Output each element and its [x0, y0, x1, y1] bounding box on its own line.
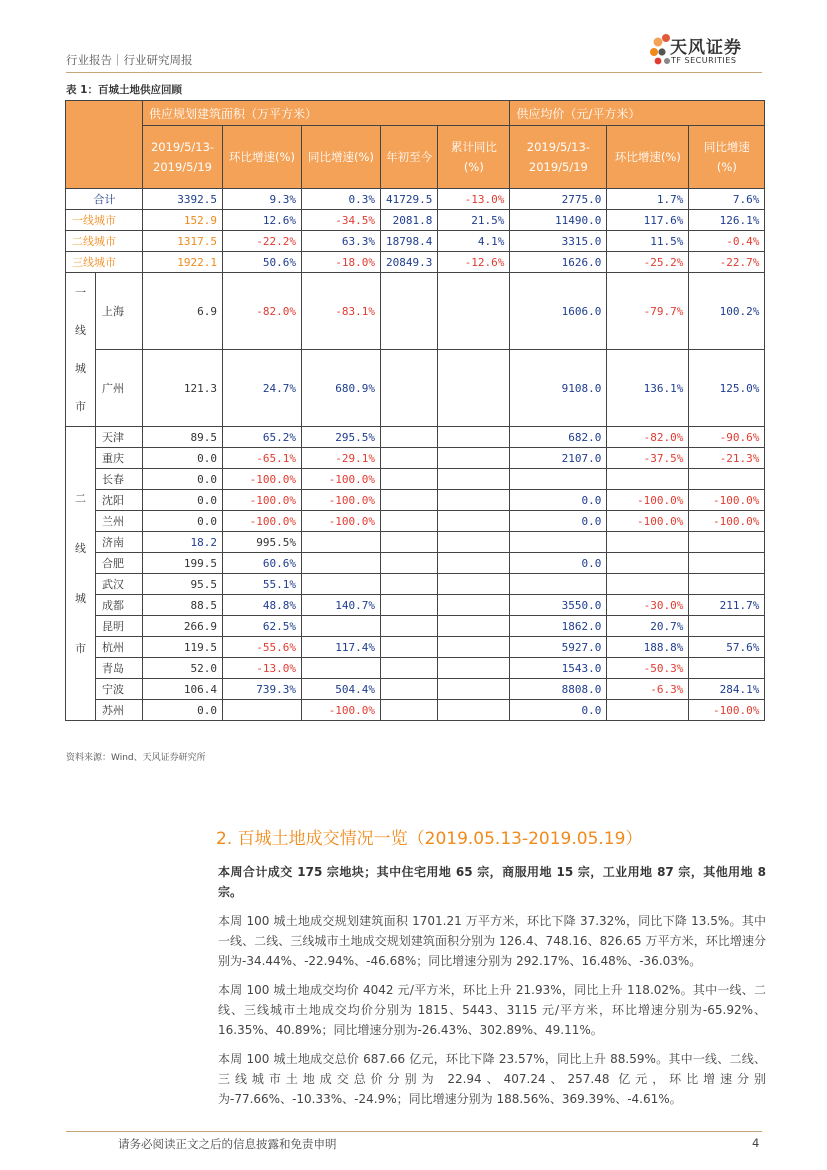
col-header: 同比增速(%) [302, 126, 381, 189]
footer-rule [66, 1131, 762, 1132]
table-row: 兰州 0.0 -100.0% -100.0% 0.0 -100.0% -100.0% [66, 511, 765, 532]
table-row-tier3: 三线城市 1922.1 50.6% -18.0% 20849.3 -12.6% 1626.0 -25.2% -22.7% [66, 252, 765, 273]
table-source: 资料来源：Wind、天风证券研究所 [66, 753, 206, 763]
table-row: 苏州 0.0 -100.0% 0.0 -100.0% [66, 700, 765, 721]
col-header: 同比增速(%) [689, 126, 765, 189]
table-row: 沈阳 0.0 -100.0% -100.0% 0.0 -100.0% -100.0% [66, 490, 765, 511]
table-row: 杭州 119.5 -55.6% 117.4% 5927.0 188.8% 57.6% [66, 637, 765, 658]
tier2-vertical-label: 二线城市 [66, 427, 96, 721]
header-corner [66, 101, 143, 189]
logo-text: 天风证券 [670, 38, 742, 58]
table-row: 昆明 266.9 62.5% 1862.0 20.7% [66, 616, 765, 637]
summary-paragraph: 本周合计成交 175 宗地块；其中住宅用地 65 宗，商服用地 15 宗，工业用地 87 宗，其他用地 8 宗。 [218, 865, 766, 899]
price-paragraph: 本周 100 城土地成交均价 4042 元/平方米，环比上升 21.93%，同比上升 118.02%。其中一线、二线、三线城市土地成交均价分别为 1815、5443、3115 元/平方米，环比增速分别为-65.92%、16.35%、40.89%；同比增速分别为-26.43%、302.89%、49.11%。 [218, 983, 766, 1037]
table-row: 二线城市 天津 89.5 65.2% 295.5% 682.0 -82.0% -90.6% [66, 427, 765, 448]
report-category: 行业报告｜行业研究周报 [66, 53, 193, 67]
table-row: 武汉 95.5 55.1% [66, 574, 765, 595]
table-row: 一线城市 上海 6.9 -82.0% -83.1% 1606.0 -79.7% 100.2% [66, 273, 765, 350]
table-row: 济南 18.2 995.5% [66, 532, 765, 553]
col-header: 2019/5/13-2019/5/19 [510, 126, 607, 189]
table-row-tier2: 二线城市 1317.5 -22.2% 63.3% 18798.4 4.1% 3315.0 11.5% -0.4% [66, 231, 765, 252]
land-supply-table [65, 100, 765, 721]
table-row: 长春 0.0 -100.0% -100.0% [66, 469, 765, 490]
footer-disclaimer: 请务必阅读正文之后的信息披露和免责申明 [118, 1137, 337, 1151]
table-row: 宁波 106.4 739.3% 504.4% 8808.0 -6.3% 284.1% [66, 679, 765, 700]
col-header: 环比增速(%) [607, 126, 689, 189]
col-header: 环比增速(%) [223, 126, 302, 189]
col-header: 2019/5/13-2019/5/19 [143, 126, 223, 189]
table-row-tier1: 一线城市 152.9 12.6% -34.5% 2081.8 21.5% 11490.0 117.6% 126.1% [66, 210, 765, 231]
table-row: 合肥 199.5 60.6% 0.0 [66, 553, 765, 574]
table-row: 重庆 0.0 -65.1% -29.1% 2107.0 -37.5% -21.3% [66, 448, 765, 469]
section-title: 2. 百城土地成交情况一览（2019.05.13-2019.05.19） [216, 829, 643, 849]
total-paragraph: 本周 100 城土地成交总价 687.66 亿元，环比下降 23.57%，同比上升 88.59%。其中一线、二线、三线城市土地成交总价分别为 22.94、407.24、257.48 亿元，环比增速分别为-77.66%、-10.33%、-24.9%；同比增速分别为 188.56%、369.39%、-4.61%。 [218, 1052, 766, 1106]
table-caption: 表 1：百城土地供应回顾 [66, 84, 182, 96]
group-header-area: 供应规划建筑面积（万平方米） [143, 101, 510, 126]
table-row: 成都 88.5 48.8% 140.7% 3550.0 -30.0% 211.7% [66, 595, 765, 616]
page-number: 4 [752, 1136, 760, 1150]
area-paragraph: 本周 100 城土地成交规划建筑面积 1701.21 万平方米，环比下降 37.32%，同比下降 13.5%。其中一线、二线、三线城市土地成交规划建筑面积分别为 126.4、748.16、826.65 万平方米，环比增速分别为-34.44%、-22.94%、-46.68%；同比增速分别为 292.17%、16.48%、-36.03%。 [218, 914, 766, 968]
table-row: 广州 121.3 24.7% 680.9% 9108.0 136.1% 125.0% [66, 350, 765, 427]
header-rule [66, 72, 762, 73]
table-row-total: 合计 3392.5 9.3% 0.3% 41729.5 -13.0% 2775.0 1.7% 7.6% [66, 189, 765, 210]
col-header: 年初至今 [381, 126, 438, 189]
col-header: 累计同比(%) [438, 126, 510, 189]
tier1-vertical-label: 一线城市 [66, 273, 96, 427]
table-row: 青岛 52.0 -13.0% 1543.0 -50.3% [66, 658, 765, 679]
group-header-price: 供应均价（元/平方米） [510, 101, 765, 126]
logo-subtext: TF SECURITIES [671, 56, 737, 65]
